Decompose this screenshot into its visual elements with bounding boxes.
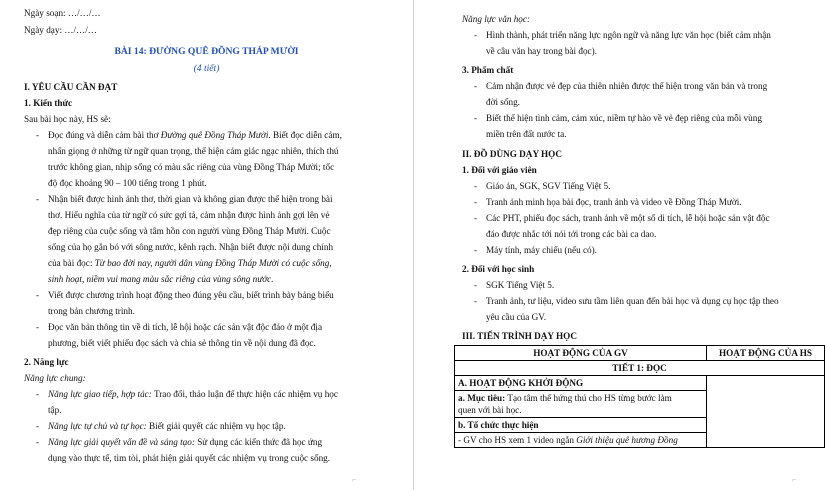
teacher-material-4: Máy tính, máy chiếu (nếu có). <box>486 245 597 255</box>
bullet-dash: - <box>36 194 40 204</box>
competence-item-1-line-2: tập. <box>48 405 62 415</box>
knowledge-item-3-line-2: trong bản chương trình. <box>48 306 135 316</box>
competence-item-3-line-1: Năng lực giải quyết vấn đề và sáng tạo: Sử dụng các kiến thức đã học ứng <box>48 437 323 447</box>
knowledge-item-4-line-2: phương, biết viết phiếu đọc sách và chia sẻ thông tin về nội dung đã đọc. <box>48 338 316 348</box>
bullet-dash: - <box>474 245 478 255</box>
knowledge-heading: 1. Kiến thức <box>24 98 73 108</box>
goal-text: Tạo tâm thế hứng thú cho HS từng bước làm <box>505 393 672 403</box>
poem-title: Đường quê Đồng Tháp Mười <box>160 130 269 140</box>
bullet-dash: - <box>474 81 478 91</box>
teaching-process-heading: III. TIẾN TRÌNH DẠY HỌC <box>462 331 577 341</box>
knowledge-item-2-line-4: sống của họ gắn bó với sông nước, kênh rạch. Nhận biết được nội dung chính <box>48 242 334 252</box>
knowledge-item-2-line-6: sinh hoạt, niềm vui mang màu sắc riêng của vùng sông nước. <box>48 274 274 284</box>
student-activity-header: HOẠT ĐỘNG CỦA HS <box>707 346 825 361</box>
bullet-dash: - <box>36 437 40 447</box>
knowledge-item-1-line-4: độ đọc khoảng 90 – 100 tiếng trong 1 phút. <box>48 178 207 188</box>
teacher-material-3-line-2: đáo được nhắc tới nói tới trong các bài ca dao. <box>486 229 657 239</box>
goal-block <box>455 390 706 416</box>
goal-label: a. Mục tiêu: <box>458 393 506 403</box>
student-materials-heading: 2. Đối với học sinh <box>462 264 535 274</box>
document-page-right <box>414 0 827 490</box>
document-page-left <box>0 0 413 490</box>
teacher-materials-heading: 1. Đối với giáo viên <box>462 165 537 175</box>
knowledge-item-1-line-1: Đọc đúng và diễn cảm bài thơ Đường quê Đồng Tháp Mười. Biết đọc diễn cảm, <box>48 130 342 140</box>
knowledge-item-2-line-3: đẹp riêng của cuộc sống và tâm hồn con người vùng Đồng Tháp Mười. Cuộc <box>48 226 331 236</box>
bullet-dash: - <box>474 197 478 207</box>
student-activity-cell <box>707 376 825 448</box>
literary-competence-heading: Năng lực văn học: <box>462 14 531 24</box>
knowledge-item-3-line-1: Viết được chương trình hoạt động theo đúng yêu cầu, biết trình bày bảng biểu <box>48 290 334 300</box>
table-row <box>455 376 825 448</box>
competence-heading: 2. Năng lực <box>24 357 69 367</box>
table-row <box>455 361 825 376</box>
organization-label: b. Tổ chức thực hiện <box>455 417 706 431</box>
page-corner-mark: ⌐ <box>792 476 796 484</box>
bullet-dash: - <box>36 290 40 300</box>
organization-text: - GV cho HS xem 1 video ngắn Giới thiệu quê hương Đồng <box>455 432 706 446</box>
goal-text-continued: quen với bài học. <box>458 405 522 415</box>
student-material-2-line-1: Tranh ảnh, tư liệu, video sưu tầm liên quan đến bài học và dụng cụ học tập theo <box>486 296 779 306</box>
teacher-material-3-line-1: Các PHT, phiếu đọc sách, tranh ảnh về một số di tích, lễ hội hoặc sản vật độc <box>486 213 770 223</box>
general-competence-heading: Năng lực chung: <box>24 373 86 383</box>
competence-item-1-line-1: Năng lực giao tiếp, hợp tác: Trao đổi, thảo luận để thực hiện các nhiệm vụ học <box>48 389 338 399</box>
knowledge-intro: Sau bài học này, HS sẽ: <box>24 114 111 124</box>
knowledge-item-1-line-2: nhấn giọng ở những từ ngữ quan trọng, thể hiện cảm giác ngạc nhiên, thích thú <box>48 146 339 156</box>
student-material-2-line-2: yêu cầu của GV. <box>486 312 547 322</box>
bullet-dash: - <box>474 280 478 290</box>
teacher-material-1: Giáo án, SGK, SGV Tiếng Việt 5. <box>486 181 611 191</box>
page-corner-mark: ⌐ <box>352 476 356 484</box>
bullet-dash: - <box>474 181 478 191</box>
teaching-materials-heading: II. ĐỒ DÙNG DẠY HỌC <box>462 149 562 159</box>
quality-item-1-line-2: đời sống. <box>486 97 520 107</box>
warmup-activity-heading: A. HOẠT ĐỘNG KHỞI ĐỘNG <box>458 378 584 388</box>
knowledge-item-2-line-5: của bài đọc: Từ bao đời nay, người dân vùng Đồng Tháp Mười có cuộc sống, <box>48 258 332 268</box>
bullet-dash: - <box>36 322 40 332</box>
qualities-heading: 3. Phẩm chất <box>462 65 514 75</box>
bullet-dash: - <box>474 213 478 223</box>
table-header-row <box>455 346 825 361</box>
bullet-dash: - <box>36 130 40 140</box>
date-prepared: Ngày soạn: …/…/… <box>24 8 101 18</box>
knowledge-item-1-line-3: trước không gian, nhịp sống có màu sắc riêng của vùng Đồng Tháp Mười; tốc <box>48 162 335 172</box>
knowledge-item-2-line-2: thơ. Hiểu nghĩa của từ ngữ có sức gợi tả, cảm nhận được hình ảnh gợi lên vẻ <box>48 210 330 220</box>
teacher-activity-cell <box>455 376 707 448</box>
section-requirements-heading: I. YÊU CẦU CẦN ĐẠT <box>24 82 118 92</box>
bullet-dash: - <box>474 296 478 306</box>
teacher-material-2: Tranh ảnh minh họa bài đọc, tranh ảnh và video về Đồng Tháp Mười. <box>486 197 742 207</box>
bullet-dash: - <box>474 113 478 123</box>
literary-item-line-2: về câu văn hay trong bài đọc). <box>486 46 597 56</box>
knowledge-item-2-line-1: Nhận biết được hình ảnh thơ, thời gian và không gian được thể hiện trong bài <box>48 194 333 204</box>
quality-item-2-line-1: Biết thể hiện tình cảm, cảm xúc, niềm tự hào về vẻ đẹp riêng của mỗi vùng <box>486 113 762 123</box>
student-material-1: SGK Tiếng Việt 5. <box>486 280 555 290</box>
competence-item-3-line-2: dụng vào thực tế, tìm tòi, phát hiện giải quyết các nhiệm vụ trong cuộc sống. <box>48 453 331 463</box>
quality-item-1-line-1: Cảm nhận được vẻ đẹp của thiên nhiên được thể hiện trong văn bản và trong <box>486 81 768 91</box>
teacher-activity-header: HOẠT ĐỘNG CỦA GV <box>455 346 707 361</box>
competence-item-2: Năng lực tự chủ và tự học: Biết giải quyết các nhiệm vụ học tập. <box>48 421 286 431</box>
period-heading: TIẾT 1: ĐỌC <box>455 361 825 376</box>
bullet-dash: - <box>36 421 40 431</box>
lesson-plan-table <box>454 345 825 448</box>
lesson-periods: (4 tiết) <box>193 63 220 74</box>
knowledge-item-4-line-1: Đọc văn bản thông tin về di tích, lễ hội hoặc các sản vật độc đáo ở một địa <box>48 322 323 332</box>
quality-item-2-line-2: miền trên đất nước ta. <box>486 129 567 139</box>
bullet-dash: - <box>36 389 40 399</box>
date-taught: Ngày dạy: …/…/… <box>24 25 97 35</box>
bullet-dash: - <box>474 30 478 40</box>
lesson-title: BÀI 14: ĐƯỜNG QUÊ ĐỒNG THÁP MƯỜI <box>114 46 299 57</box>
literary-item-line-1: Hình thành, phát triển năng lực ngôn ngữ và năng lực văn học (biết cảm nhận <box>486 30 771 40</box>
